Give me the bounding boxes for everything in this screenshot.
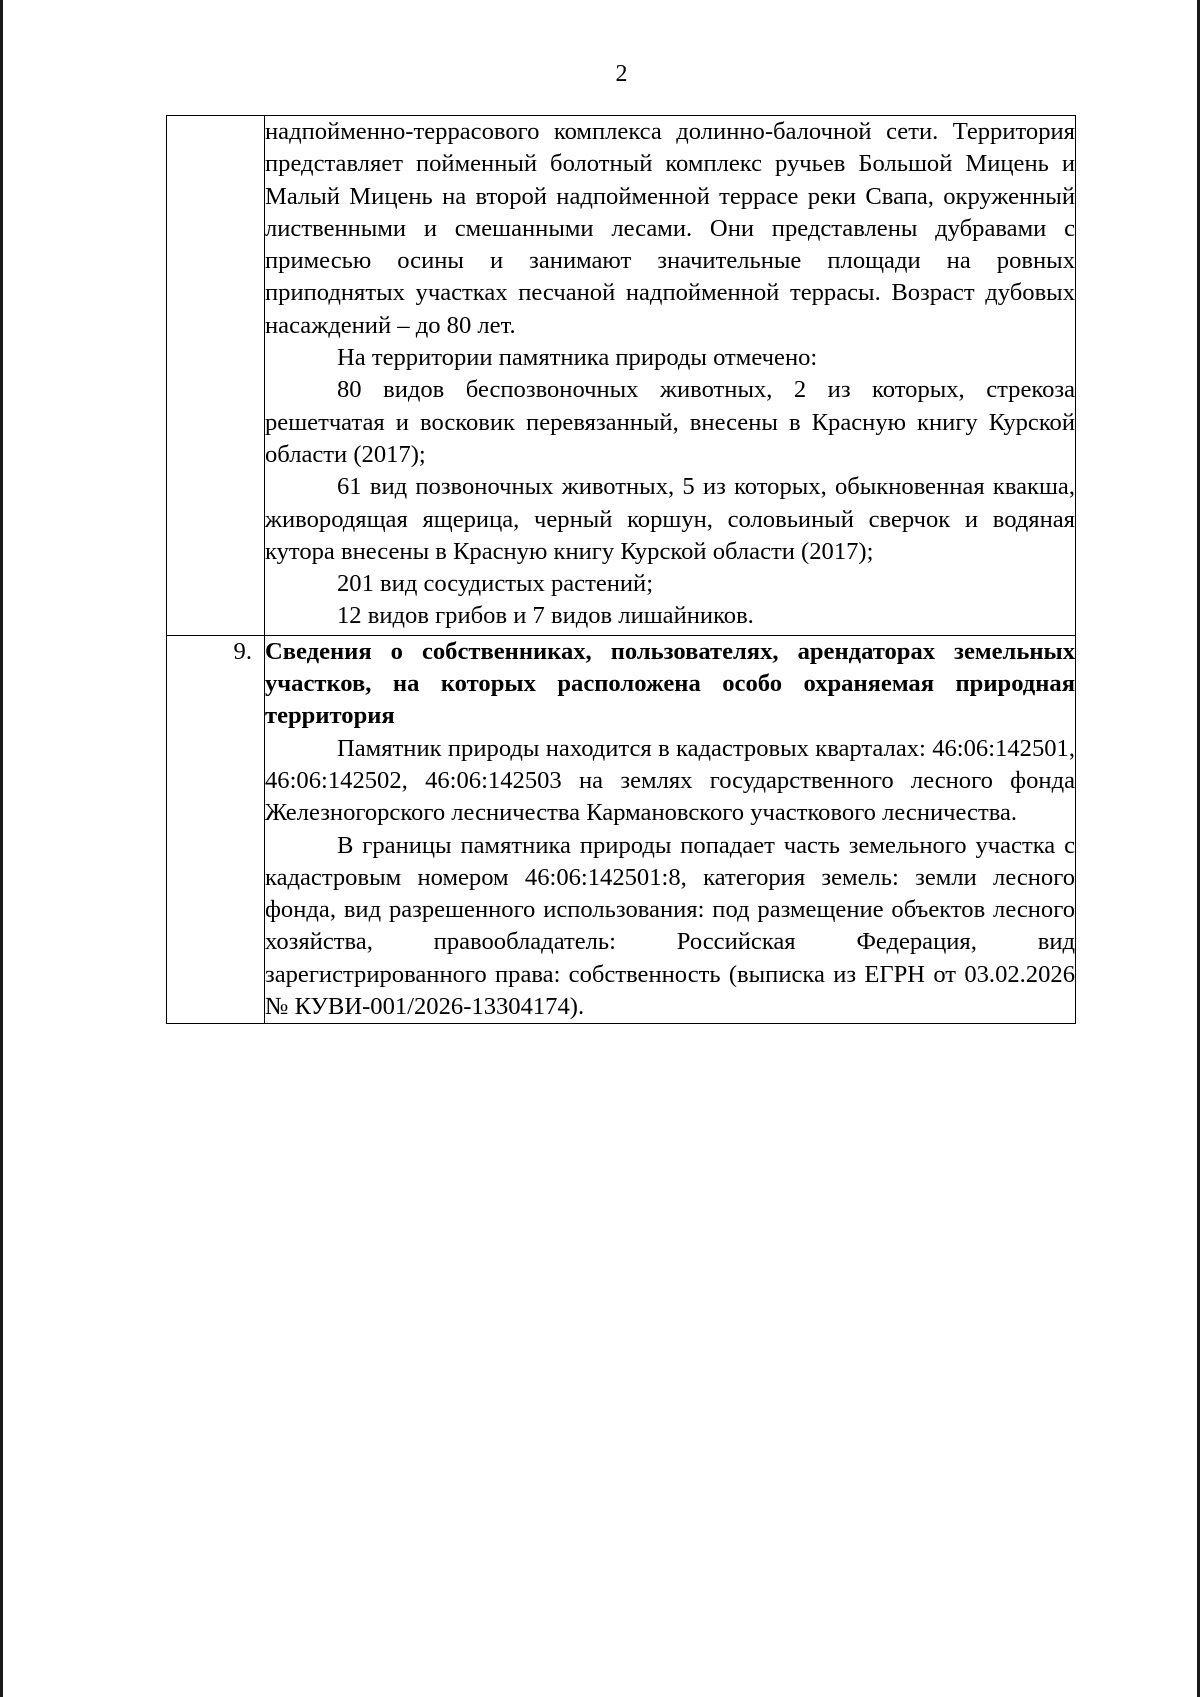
table-row [167, 116, 1076, 636]
paragraph-fungi: 12 видов грибов и 7 видов лишайников. [337, 602, 754, 630]
paragraph-intro: На территории памятника природы отмечено: [337, 344, 818, 372]
page-edge-left [0, 0, 3, 1697]
paragraph-land-plot: В границы памятника природы попадает часть земельного участка с кадастровым номером 46:06:142501:8, категория земель: земли лесного фонда, вид разрешенного использования: под размещение объектов лесного хозяйства, правообладатель: Российская Федерация, вид зарегистрированного права: собственность (выписка из ЕГРН от 03.02.2026 № КУВИ-001/2026-13304174). [265, 831, 1075, 1021]
paragraph-vertebrates: 61 вид позвоночных животных, 5 из которых, обыкновенная квакша, живородящая ящерица, черный коршун, соловьиный сверчок и водяная кутора внесены в Красную книгу Курской области (2017); [265, 473, 1075, 565]
row-content-cell [265, 635, 1076, 1024]
page-number: 2 [615, 61, 628, 87]
paragraph-continuation: надпойменно-террасового комплекса долинно-балочной сети. Территория представляет пойменный болотный комплекс ручьев Большой Мицень и Малый Мицень на второй надпойменной террасе реки Свапа, окруженный лиственными и смешанными лесами. Они представлены дубравами с примесью осины и занимают значительные площади на ровных приподнятых участках песчаной надпойменной террасы. Возраст дубовых насаждений – до 80 лет. [265, 118, 1075, 339]
paragraph-plants: 201 вид сосудистых растений; [337, 570, 654, 598]
section-heading: Сведения о собственниках, пользователях, арендаторах земельных участков, на которых расположена особо охраняемая природная территория [265, 637, 1075, 730]
row-number-cell [167, 116, 265, 636]
document-table [166, 115, 1076, 1024]
paragraph-cadastral-quarters: Памятник природы находится в кадастровых кварталах: 46:06:142501, 46:06:142502, 46:06:142503 на землях государственного лесного фонда Железногорского лесничества Кармановского участкового лесничества. [265, 734, 1075, 827]
paragraph-invertebrates: 80 видов беспозвоночных животных, 2 из которых, стрекоза решетчатая и восковик перевязанный, внесены в Красную книгу Курской области (2017); [265, 376, 1075, 468]
row-number: 9. [233, 637, 252, 665]
row-number-cell [167, 635, 265, 1024]
table-row [167, 635, 1076, 1024]
row-content-cell [265, 116, 1076, 636]
